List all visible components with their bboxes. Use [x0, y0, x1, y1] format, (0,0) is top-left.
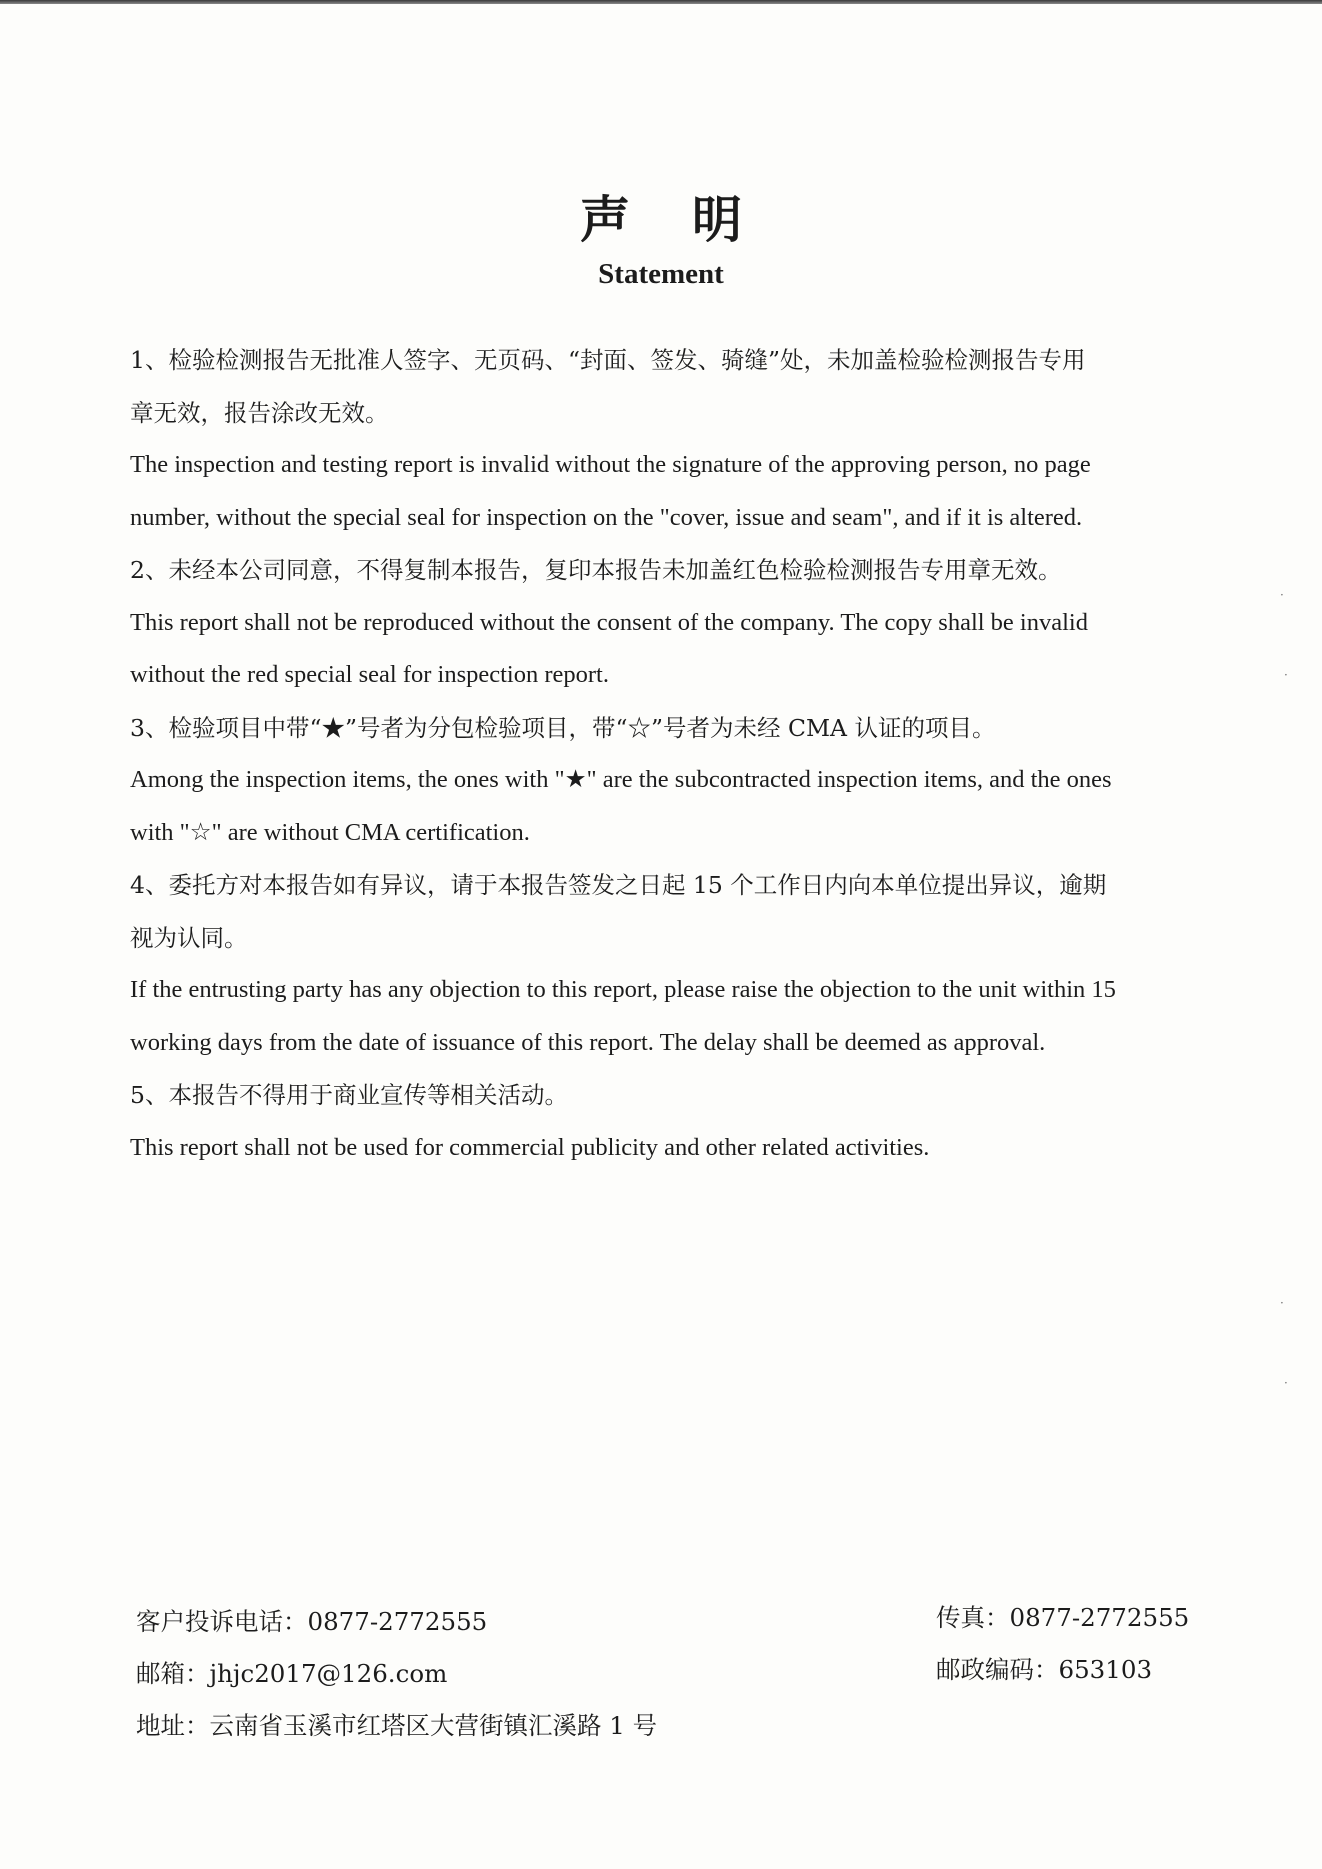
scan-speck: · — [1284, 668, 1288, 682]
clause-4-en-line-1: If the entrusting party has any objection to this report, please raise the objection to the unit within 15 — [130, 976, 1116, 1003]
clause-5-cn-line-1: 5、本报告不得用于商业宣传等相关活动。 — [130, 1081, 568, 1109]
clause-1-en-line-1: The inspection and testing report is invalid without the signature of the approving person, no page — [130, 451, 1091, 478]
clause-3-en-line-1: Among the inspection items, the ones with "★" are the subcontracted inspection items, and the ones — [130, 766, 1112, 793]
clause-3-cn-line-1: 3、检验项目中带“★”号者为分包检验项目，带“☆”号者为未经 CMA 认证的项目。 — [130, 713, 996, 742]
clause-1-en-line-2: number, without the special seal for inspection on the "cover, issue and seam", and if it is altered. — [130, 503, 1083, 531]
clause-2-en-line-2: without the red special seal for inspection report. — [130, 661, 609, 688]
clause-3-en-line-2: with "☆" are without CMA certification. — [130, 818, 530, 846]
footer-contact-right — [936, 1592, 1189, 1696]
fax-number: 传真：0877-2772555 — [936, 1603, 1190, 1632]
clause-1-cn-line-1: 1、检验检测报告无批准人签字、无页码、“封面、签发、骑缝”处，未加盖检验检测报告专用 — [130, 346, 1086, 374]
clause-4 — [130, 859, 1226, 1069]
footer-contact-left — [136, 1596, 657, 1752]
clause-3 — [130, 702, 1226, 860]
clause-2-en-line-1: This report shall not be reproduced without the consent of the company. The copy shall be invalid — [130, 608, 1088, 636]
clause-4-cn-line-2: 视为认同。 — [130, 923, 248, 952]
complaint-phone: 客户投诉电话：0877-2772555 — [136, 1607, 488, 1636]
title-english: Statement — [598, 258, 724, 290]
postal-code: 邮政编码：653103 — [936, 1655, 1153, 1684]
clause-5-en-line-1: This report shall not be used for commercial publicity and other related activities. — [130, 1133, 930, 1161]
clause-2 — [130, 544, 1226, 702]
statement-clauses — [130, 334, 1226, 1174]
clause-1-cn-line-2: 章无效，报告涂改无效。 — [130, 398, 389, 427]
scan-speck: · — [1284, 1376, 1288, 1390]
clause-2-cn-line-1: 2、未经本公司同意，不得复制本报告，复印本报告未加盖红色检验检测报告专用章无效。 — [130, 556, 1062, 584]
scan-top-edge — [0, 0, 1322, 4]
scan-speck: · — [1280, 588, 1284, 602]
email-address: 邮箱：jhjc2017@126.com — [136, 1659, 448, 1688]
scan-speck: · — [1280, 1296, 1284, 1310]
title-chinese: 声明 — [580, 190, 804, 249]
postal-address: 地址：云南省玉溪市红塔区大营街镇汇溪路 1 号 — [136, 1711, 658, 1740]
clause-4-en-line-2: working days from the date of issuance of this report. The delay shall be deemed as approval. — [130, 1028, 1046, 1056]
clause-5 — [130, 1069, 1226, 1174]
clause-1 — [130, 334, 1226, 544]
clause-4-cn-line-1: 4、委托方对本报告如有异议，请于本报告签发之日起 15 个工作日内向本单位提出异议，逾期 — [130, 871, 1107, 899]
